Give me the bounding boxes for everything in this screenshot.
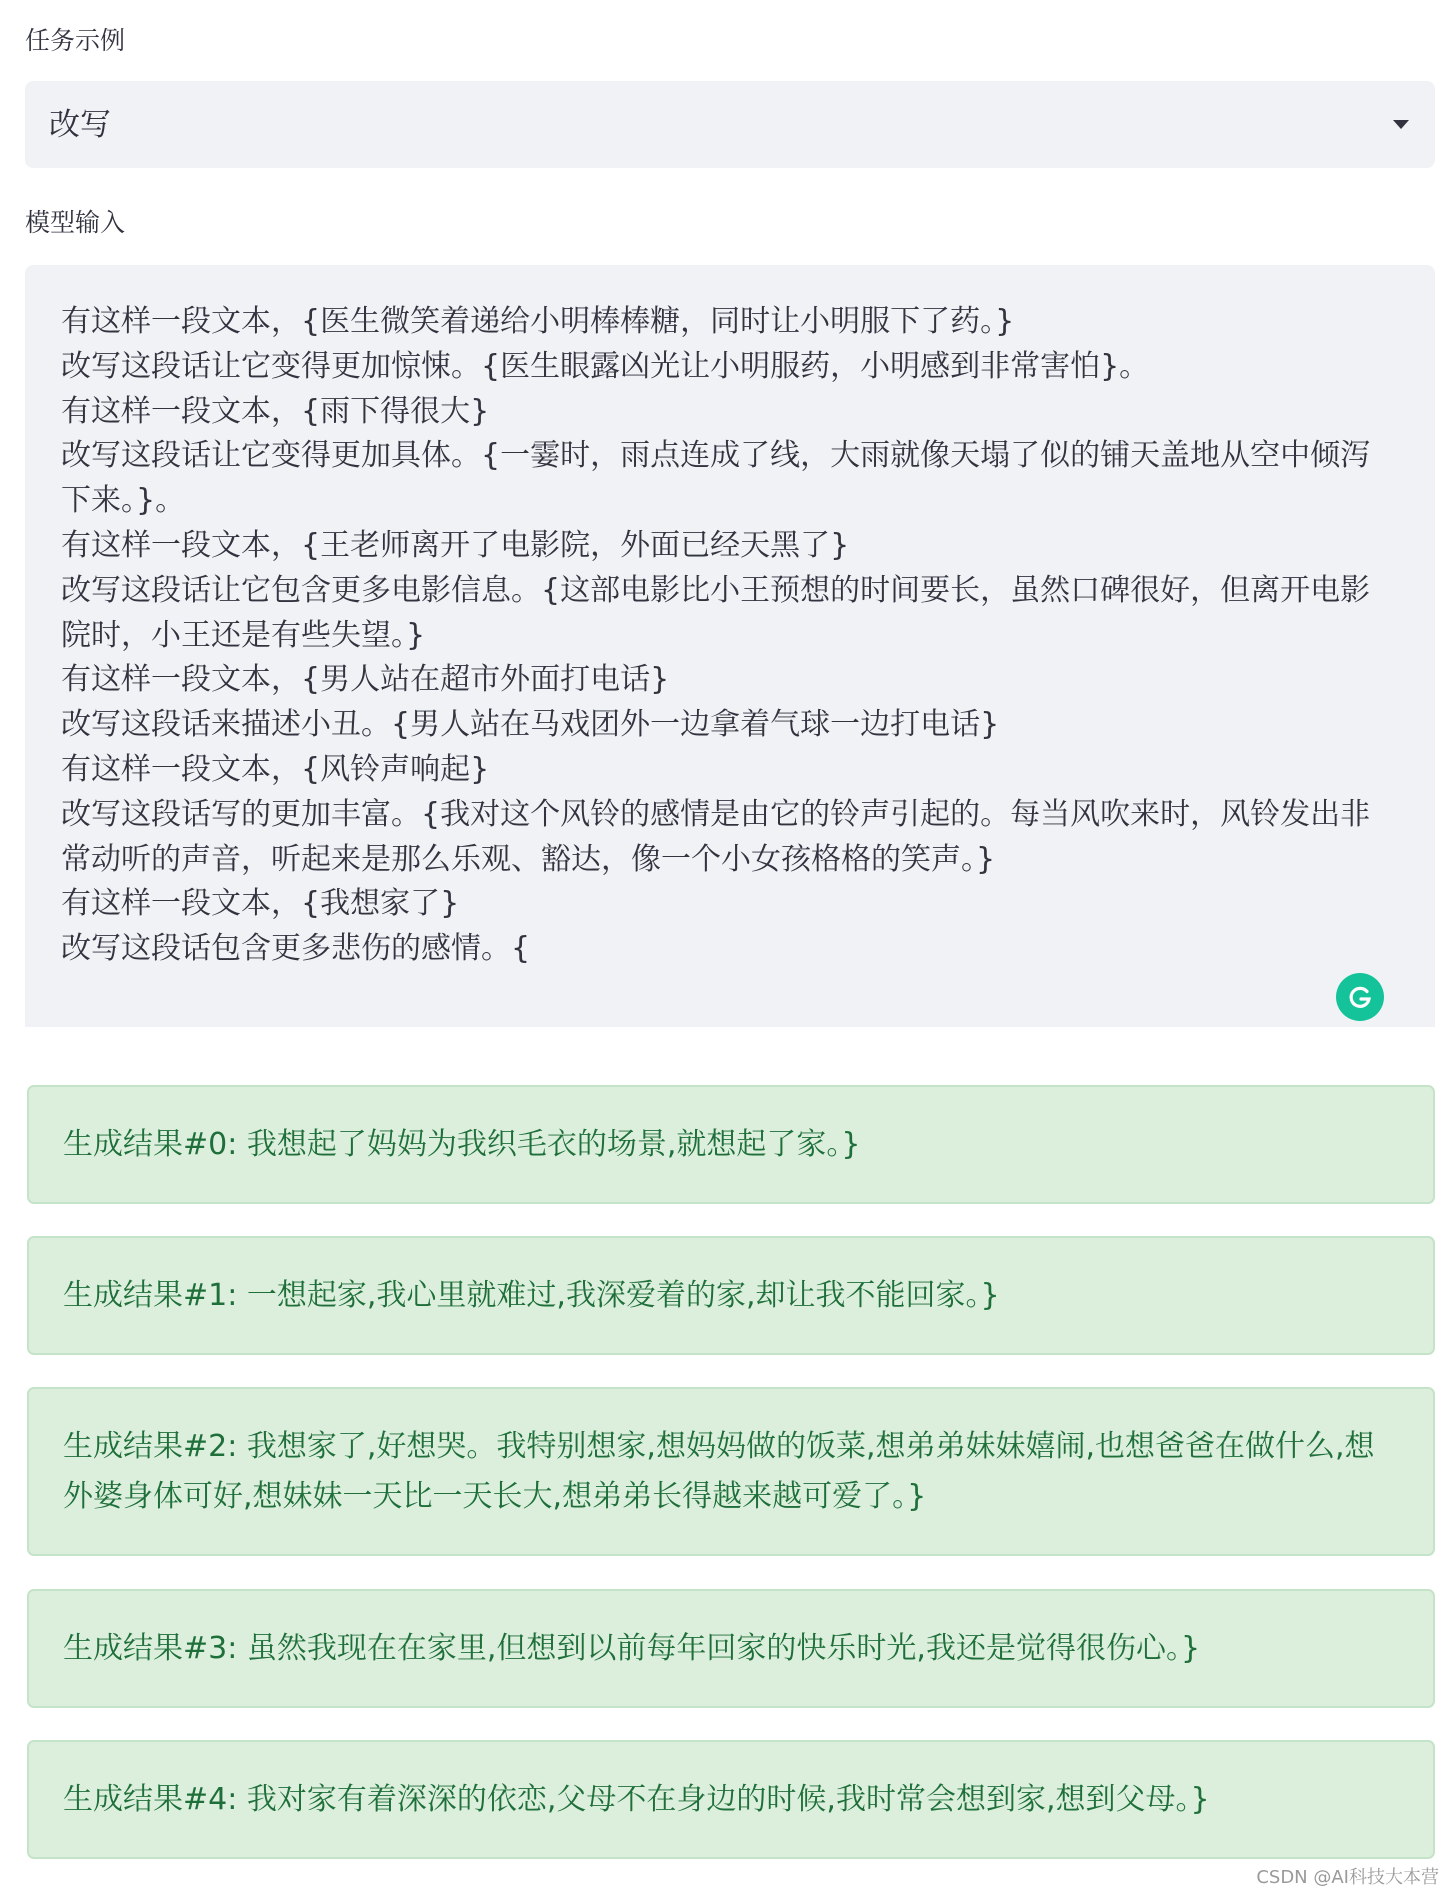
model-input-label: 模型输入 [25, 208, 126, 237]
input-line: 有这样一段文本，{男人站在超市外面打电话} [61, 662, 670, 698]
caret-down-icon[interactable] [1393, 120, 1409, 129]
input-line: 改写这段话让它变得更加惊悚。{医生眼露凶光让小明服药，小明感到非常害怕}。 [61, 348, 1150, 384]
input-line: 改写这段话写的更加丰富。{我对这个风铃的感情是由它的铃声引起的。每当风吹来时，风铃发出非常动听的声音，听起来是那么乐观、豁达，像一个小女孩格格的笑声。} [61, 796, 1371, 877]
input-line: 有这样一段文本，{我想家了} [61, 886, 460, 922]
result-card [27, 1085, 1435, 1204]
result-card [27, 1236, 1435, 1355]
model-input-textarea[interactable] [25, 265, 1435, 1027]
result-card [27, 1589, 1435, 1708]
result-text: 生成结果#2: 我想家了,好想哭。我特别想家,想妈妈做的饭菜,想弟弟妹妹嬉闹,也想爸爸在做什么,想外婆身体可好,想妹妹一天比一天长大,想弟弟长得越来越可爱了。} [63, 1428, 1375, 1514]
input-line: 有这样一段文本，{医生微笑着递给小明棒棒糖，同时让小明服下了药。} [61, 304, 1015, 339]
result-text: 生成结果#4: 我对家有着深深的依恋,父母不在身边的时候,我时常会想到家,想到父母。} [63, 1781, 1210, 1817]
task-example-selected-value: 改写 [49, 107, 111, 143]
input-line: 改写这段话让它变得更加具体。{一霎时，雨点连成了线，大雨就像天塌了似的铺天盖地从空中倾泻下来。}。 [61, 438, 1371, 519]
input-line: 改写这段话来描述小丑。{男人站在马戏团外一边拿着气球一边打电话} [61, 707, 1000, 743]
input-line: 改写这段话包含更多悲伤的感情。{ [61, 931, 531, 967]
grammarly-icon[interactable] [1336, 973, 1384, 1021]
input-line: 有这样一段文本，{雨下得很大} [61, 393, 490, 429]
result-card [27, 1740, 1435, 1859]
watermark: CSDN @AI科技大本营 [1256, 1867, 1439, 1888]
result-text: 生成结果#1: 一想起家,我心里就难过,我深爱着的家,却让我不能回家。} [63, 1277, 1000, 1313]
task-example-label: 任务示例 [25, 26, 126, 55]
result-text: 生成结果#3: 虽然我现在在家里,但想到以前每年回家的快乐时光,我还是觉得很伤心。} [63, 1630, 1201, 1666]
task-example-select[interactable] [25, 81, 1435, 168]
result-card [27, 1387, 1435, 1556]
input-line: 有这样一段文本，{风铃声响起} [61, 751, 490, 787]
input-line: 有这样一段文本，{王老师离开了电影院，外面已经天黑了} [61, 527, 850, 563]
grammarly-glyph-icon [1345, 982, 1375, 1012]
result-text: 生成结果#0: 我想起了妈妈为我织毛衣的场景,就想起了家。} [63, 1126, 861, 1162]
input-line: 改写这段话让它包含更多电影信息。{这部电影比小王预想的时间要长，虽然口碑很好，但离开电影院时，小王还是有些失望。} [61, 572, 1371, 653]
